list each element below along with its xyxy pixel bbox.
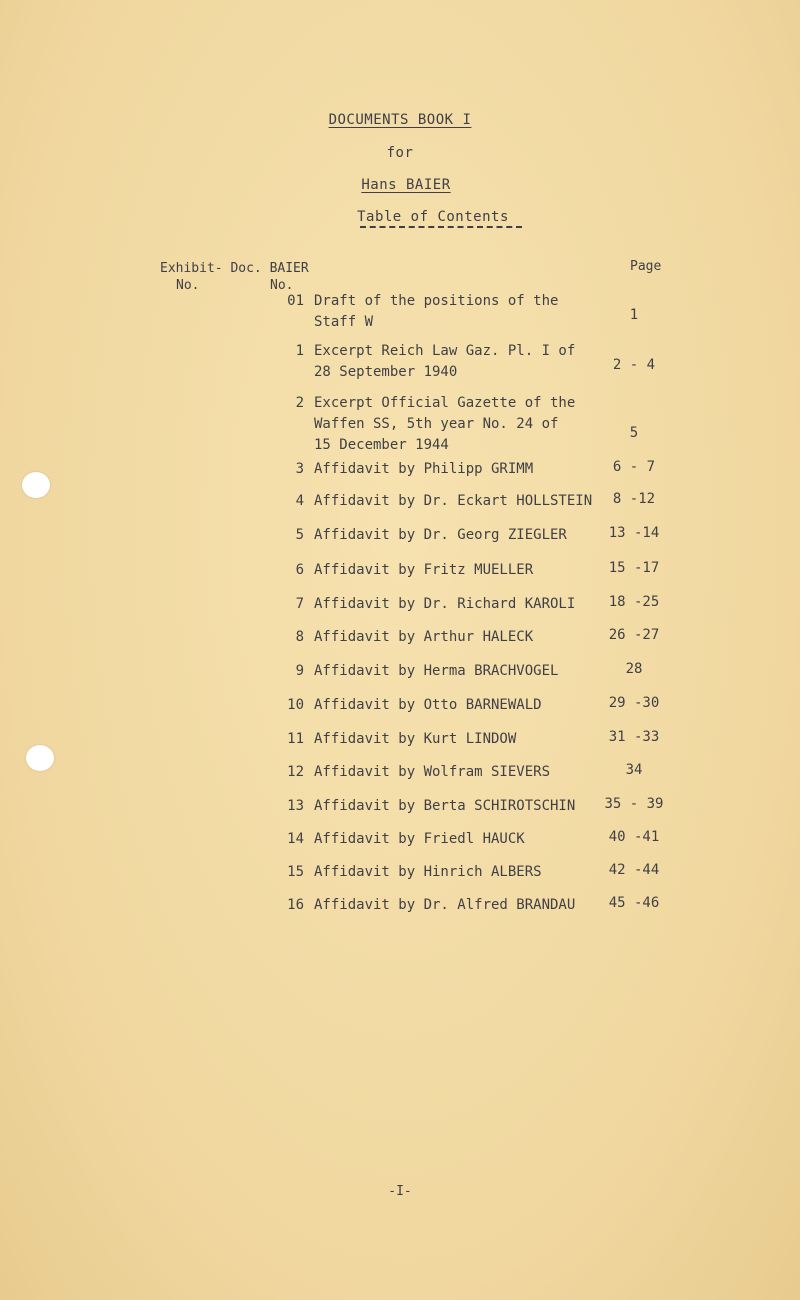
entry-description [314, 341, 614, 383]
entry-line: Affidavit by Kurt LINDOW [314, 731, 517, 747]
entry-page: 29 -30 [608, 695, 660, 711]
entry-number: 3 [295, 461, 304, 477]
entry-page: 35 - 39 [604, 796, 664, 812]
punch-hole-top [22, 472, 50, 498]
entry-number: 9 [295, 663, 304, 679]
for-label: for [386, 145, 414, 161]
entry-line: Excerpt Official Gazette of the [314, 395, 576, 411]
document-title: DOCUMENTS BOOK I [328, 112, 472, 128]
entry-description [314, 627, 614, 648]
entry-page: 18 -25 [608, 594, 660, 610]
entry-description [314, 729, 614, 750]
entry-page: 28 [625, 661, 643, 677]
entry-page: 13 -14 [608, 525, 660, 541]
entry-line: Affidavit by Dr. Eckart HOLLSTEIN [314, 493, 593, 509]
entry-description [314, 829, 614, 850]
entry-description [314, 491, 614, 512]
contents-entry [286, 491, 606, 512]
entry-number: 16 [287, 897, 304, 913]
entry-line: Affidavit by Dr. Georg ZIEGLER [314, 527, 567, 543]
entry-number: 5 [295, 527, 304, 543]
entry-page: 6 - 7 [612, 459, 656, 475]
entry-description [314, 594, 614, 615]
entry-page: 42 -44 [608, 862, 660, 878]
entry-number: 6 [295, 562, 304, 578]
header-page: Page [630, 259, 662, 274]
contents-entry [286, 341, 606, 383]
entry-page: 1 [629, 307, 639, 323]
header-no-right: No. [270, 278, 294, 293]
entry-line: Affidavit by Dr. Alfred BRANDAU [314, 897, 576, 913]
entry-number: 01 [287, 293, 304, 309]
contents-entry [286, 829, 606, 850]
contents-entry [286, 796, 606, 817]
entry-number: 13 [287, 798, 304, 814]
entry-page: 26 -27 [608, 627, 660, 643]
entry-description [314, 661, 614, 682]
entry-number: 12 [287, 764, 304, 780]
entry-page: 40 -41 [608, 829, 660, 845]
entry-line: Affidavit by Hinrich ALBERS [314, 864, 542, 880]
entry-page: 45 -46 [608, 895, 660, 911]
contents-entry [286, 661, 606, 682]
entry-line: Affidavit by Herma BRACHVOGEL [314, 663, 559, 679]
entry-description [314, 895, 614, 916]
entry-page: 34 [625, 762, 643, 778]
entry-description [314, 862, 614, 883]
entry-line: Affidavit by Fritz MUELLER [314, 562, 534, 578]
entry-number: 4 [295, 493, 304, 509]
entry-line: Affidavit by Philipp GRIMM [314, 461, 534, 477]
entry-description [314, 560, 614, 581]
entry-number: 1 [295, 343, 304, 359]
contents-entry [286, 895, 606, 916]
entry-line: Affidavit by Friedl HAUCK [314, 831, 525, 847]
page-number-footer: -I- [388, 1184, 412, 1199]
entry-line: 15 December 1944 [314, 437, 449, 453]
contents-entry [286, 291, 606, 333]
contents-entry [286, 762, 606, 783]
contents-entry [286, 393, 606, 456]
entry-description [314, 525, 614, 546]
entry-page: 31 -33 [608, 729, 660, 745]
contents-entry [286, 594, 606, 615]
entry-line: 28 September 1940 [314, 364, 458, 380]
entry-page: 15 -17 [608, 560, 660, 576]
person-name: Hans BAIER [361, 177, 451, 193]
entry-number: 2 [295, 395, 304, 411]
entry-line: Affidavit by Arthur HALECK [314, 629, 534, 645]
entry-description [314, 762, 614, 783]
entry-page: 2 - 4 [612, 357, 656, 373]
contents-entry [286, 627, 606, 648]
entry-line: Waffen SS, 5th year No. 24 of [314, 416, 559, 432]
entry-number: 11 [287, 731, 304, 747]
entry-description [314, 291, 614, 333]
punch-hole-bottom [26, 745, 54, 771]
entry-line: Draft of the positions of the [314, 293, 559, 309]
entry-line: Affidavit by Otto BARNEWALD [314, 697, 542, 713]
entry-page: 5 [629, 425, 639, 441]
contents-entry [286, 862, 606, 883]
entry-number: 10 [287, 697, 304, 713]
entry-line: Excerpt Reich Law Gaz. Pl. I of [314, 343, 576, 359]
heading-divider [360, 226, 522, 228]
entry-line: Affidavit by Dr. Richard KAROLI [314, 596, 576, 612]
entry-description [314, 796, 614, 817]
entry-description [314, 459, 614, 480]
header-no-left: No. [176, 278, 200, 293]
contents-entry [286, 560, 606, 581]
entry-page: 8 -12 [612, 491, 656, 507]
contents-entry [286, 525, 606, 546]
entry-number: 7 [295, 596, 304, 612]
contents-entry [286, 695, 606, 716]
header-exhibit: Exhibit- Doc. BAIER [160, 261, 309, 276]
entry-number: 8 [295, 629, 304, 645]
entry-line: Staff W [314, 314, 374, 330]
entry-line: Affidavit by Wolfram SIEVERS [314, 764, 551, 780]
entry-number: 15 [287, 864, 304, 880]
contents-entry [286, 729, 606, 750]
entry-description [314, 695, 614, 716]
contents-entry [286, 459, 606, 480]
table-of-contents-heading: Table of Contents [357, 209, 509, 225]
entry-number: 14 [287, 831, 304, 847]
entry-description [314, 393, 614, 456]
entry-line: Affidavit by Berta SCHIROTSCHIN [314, 798, 576, 814]
